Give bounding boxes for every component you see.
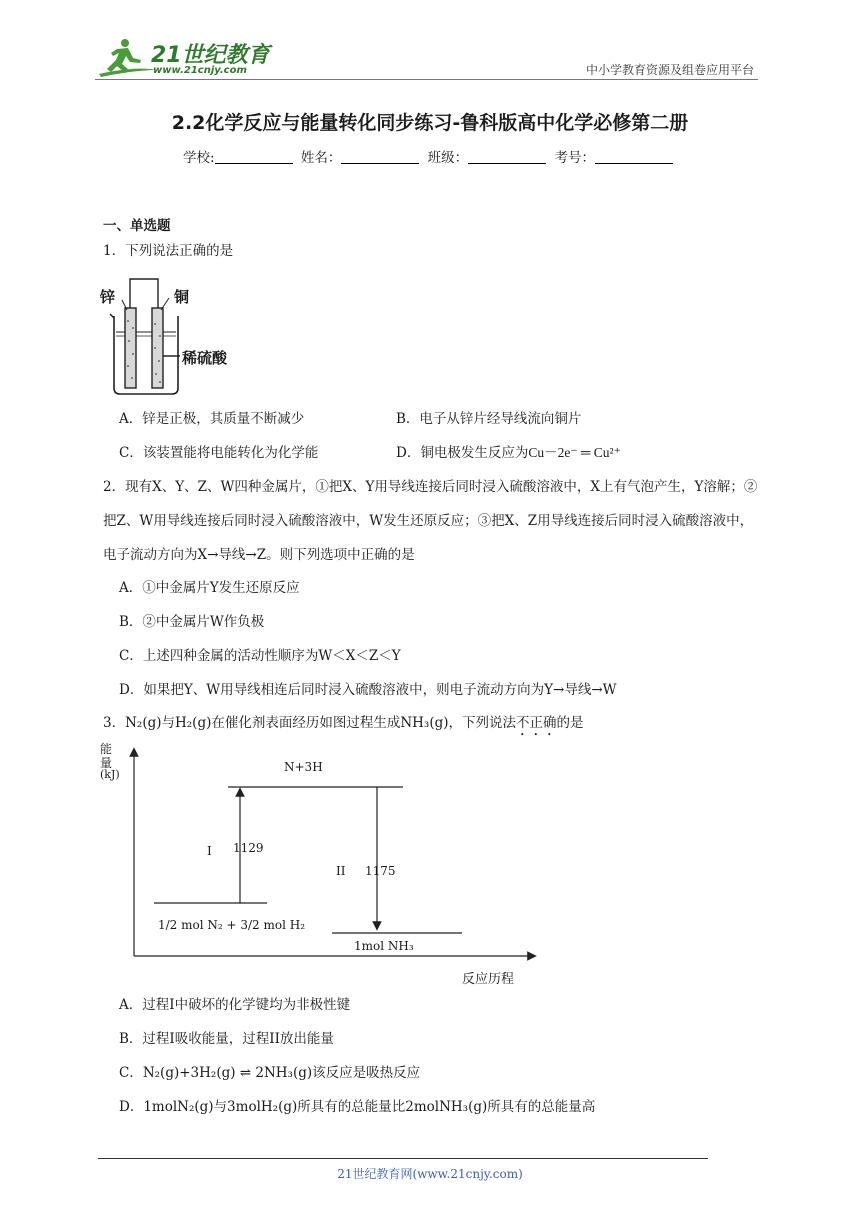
- step-1-label: I: [207, 844, 212, 858]
- q1-option-d: [396, 443, 621, 463]
- q1-option-d-text: D．铜电极发生反应为: [396, 445, 529, 461]
- page-title: 2.2化学反应与能量转化同步练习-鲁科版高中化学必修第二册: [171, 112, 689, 134]
- q3-stem-end: 的是: [556, 715, 584, 731]
- q3-energy-diagram: [100, 740, 540, 990]
- name-label: 姓名：: [300, 150, 342, 166]
- q3-option-c: C．N₂(g)+3H₂(g) ⇌ 2NH₃(g)该反应是吸热反应: [119, 1065, 421, 1081]
- step-1-value: 1129: [233, 841, 264, 855]
- q1-option-a: A．锌是正极，其质量不断减少: [119, 411, 305, 427]
- step-2-value: 1175: [365, 864, 396, 878]
- header-divider: [95, 79, 758, 80]
- top-level-label: N+3H: [284, 760, 323, 774]
- logo-subtext: www.21cnjy.com: [153, 65, 247, 76]
- q3-stem: [103, 713, 584, 739]
- site-logo: [95, 36, 270, 80]
- q3-option-b: B．过程I吸收能量，过程II放出能量: [119, 1031, 334, 1047]
- q2-option-c: C．上述四种金属的活动性顺序为W＜X＜Z＜Y: [119, 648, 401, 664]
- student-info-line: [0, 146, 860, 166]
- header-platform-text: 中小学教育资源及组卷应用平台: [585, 63, 754, 77]
- q2-stem: 2．现有X、Y、Z、W四种金属片，①把X、Y用导线连接后同时浸入硫酸溶液中，X上有气泡产生，Y溶解；②把Z、W用导线连接后同时浸入硫酸溶液中，W发生还原反应；③把X、Z用导线连接后同时浸入硫酸溶液中，电子流动方向为X→导线→Z。则下列选项中正确的是: [103, 479, 758, 563]
- q1-stem: 1．下列说法正确的是: [103, 243, 234, 259]
- q3-option-a: A．过程I中破坏的化学键均为非极性键: [119, 997, 351, 1013]
- q1-option-d-formula: Cu－2e⁻ ═ Cu²⁺: [528, 445, 621, 460]
- y-axis-unit: (kJ): [100, 768, 120, 781]
- q3-stem-text: 3．N₂(g)与H₂(g)在催化剂表面经历如图过程生成NH₃(g)，下列说法: [103, 715, 517, 731]
- step-2-label: II: [336, 864, 346, 878]
- footer-link[interactable]: 21世纪教育网(www.21cnjy.com): [337, 1167, 523, 1181]
- zinc-label: 锌: [100, 288, 116, 306]
- q3-stem-emphasis: 不正确: [516, 715, 557, 731]
- q1-option-c: C．该装置能将电能转化为化学能: [119, 445, 319, 461]
- q1-option-b: B．电子从锌片经导线流向铜片: [396, 411, 582, 427]
- q2-option-d: D．如果把Y、W用导线相连后同时浸入硫酸溶液中，则电子流动方向为Y→导线→W: [119, 682, 617, 698]
- y-axis-label-2: 量: [100, 756, 113, 770]
- class-label: 班级：: [427, 150, 469, 166]
- copper-label: 铜: [174, 288, 190, 306]
- class-blank: [468, 149, 546, 164]
- q2-option-a: A．①中金属片Y发生还原反应: [119, 580, 300, 596]
- x-axis-label: 反应历程: [462, 972, 515, 987]
- q2-option-b: B．②中金属片W作负极: [119, 614, 265, 630]
- school-blank: [215, 149, 293, 164]
- q3-option-d: D．1molN₂(g)与3molH₂(g)所具有的总能量比2molNH₃(g)所具有的总能量高: [119, 1099, 596, 1115]
- school-label: 学校:: [183, 150, 215, 166]
- name-blank: [341, 149, 419, 164]
- reactants-label: 1/2 mol N₂ + 3/2 mol H₂: [158, 918, 306, 932]
- exam-no-blank: [595, 149, 673, 164]
- y-axis-label-1: 能: [100, 742, 113, 756]
- dilute-sulfuric-acid-label: 稀硫酸: [182, 349, 228, 367]
- section-heading: 一、单选题: [103, 218, 171, 234]
- q1-galvanic-cell-figure: [100, 276, 260, 401]
- exam-no-label: 考号：: [554, 150, 595, 166]
- products-label: 1mol NH₃: [354, 939, 414, 953]
- footer-divider: [98, 1158, 708, 1159]
- logo-text: 21世纪教育: [151, 43, 270, 68]
